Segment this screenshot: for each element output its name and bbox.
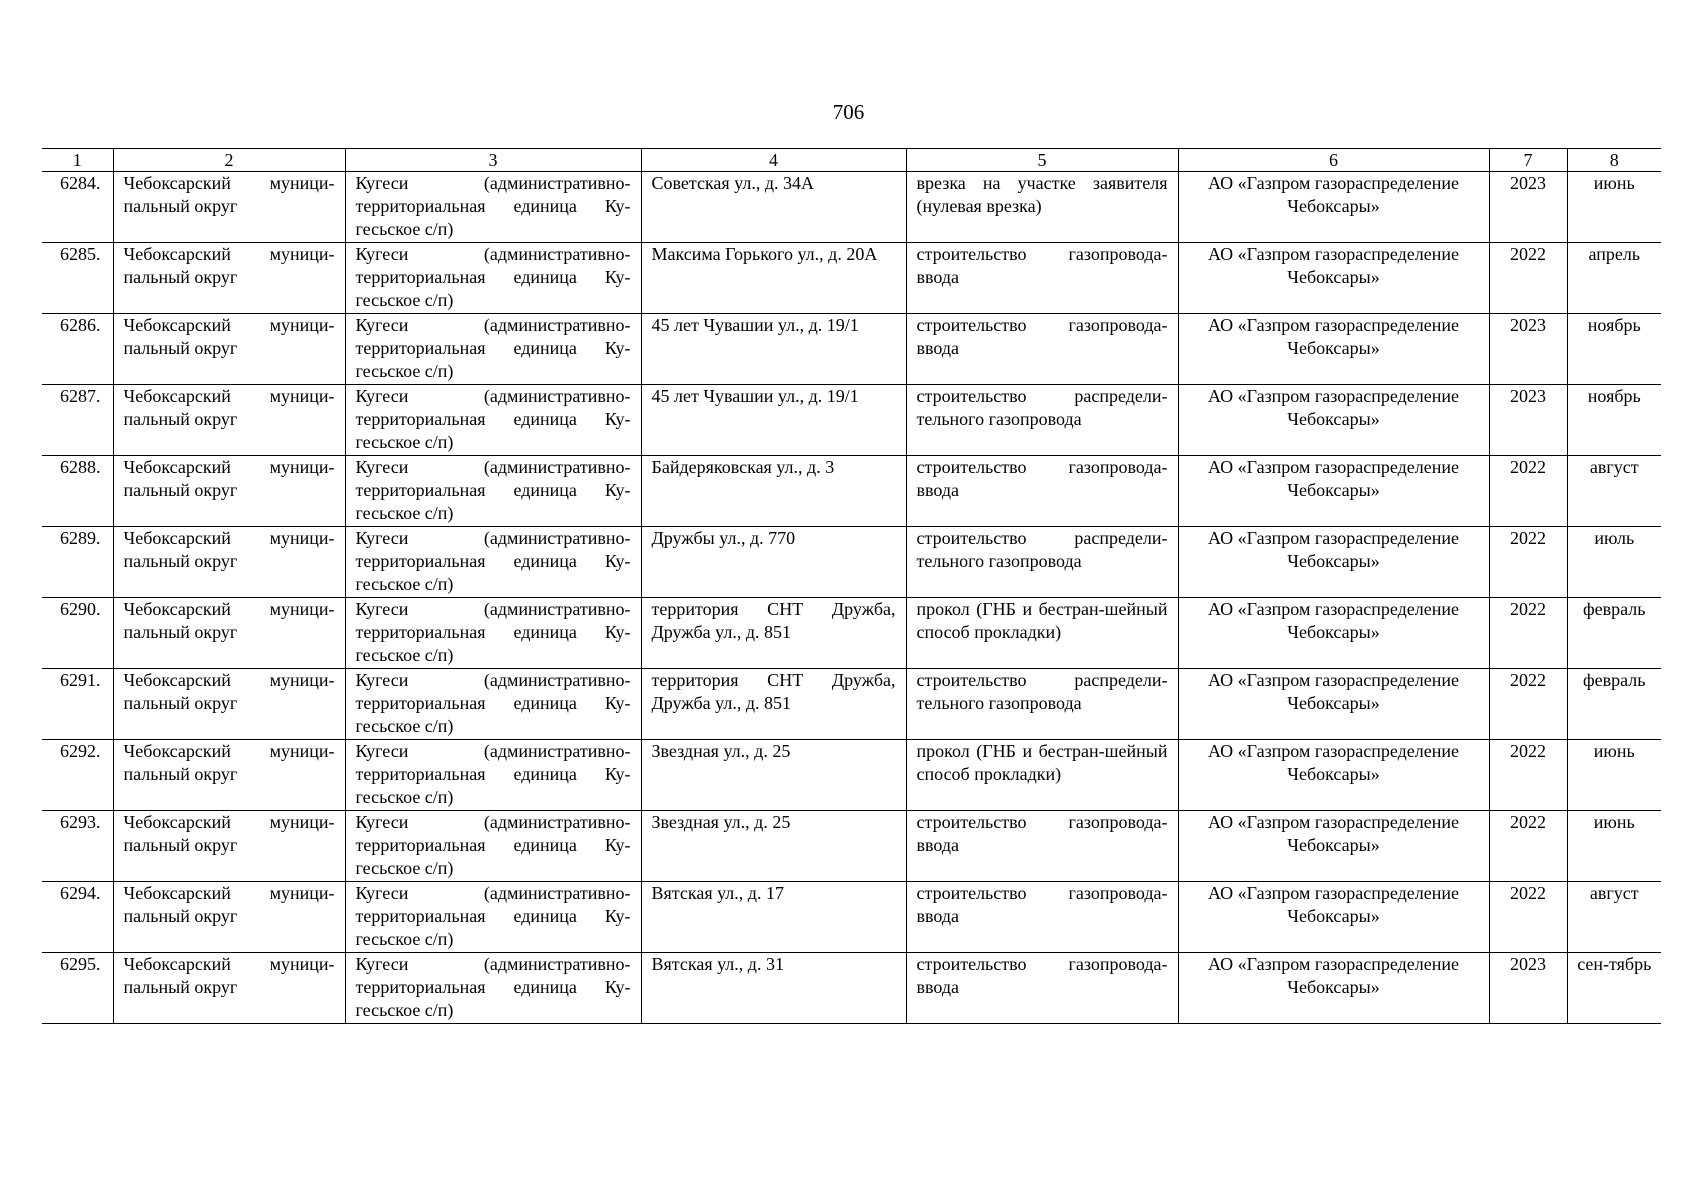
row-number-cell: 6288.	[42, 456, 113, 527]
month-cell: июнь	[1567, 811, 1661, 882]
organization-cell: АО «Газпром газораспределение Чебоксары»	[1178, 527, 1489, 598]
work-type-cell: строительство газопровода-ввода	[906, 243, 1178, 314]
organization-cell: АО «Газпром газораспределение Чебоксары»	[1178, 811, 1489, 882]
settlement-cell: Кугеси (административно-территориальная единица Ку-гесьское с/п)	[345, 314, 641, 385]
organization-cell: АО «Газпром газораспределение Чебоксары»	[1178, 740, 1489, 811]
column-header: 8	[1567, 149, 1661, 172]
year-cell: 2023	[1489, 172, 1567, 243]
work-type-cell: строительство газопровода-ввода	[906, 953, 1178, 1024]
table-row	[42, 953, 1661, 1024]
table-row	[42, 385, 1661, 456]
table-row	[42, 243, 1661, 314]
row-number-cell: 6286.	[42, 314, 113, 385]
column-header: 4	[641, 149, 906, 172]
table-row	[42, 598, 1661, 669]
table-row	[42, 172, 1661, 243]
address-cell: Вятская ул., д. 17	[641, 882, 906, 953]
work-type-cell: строительство газопровода-ввода	[906, 882, 1178, 953]
table-header	[42, 149, 1661, 172]
year-cell: 2023	[1489, 314, 1567, 385]
month-cell: июнь	[1567, 172, 1661, 243]
month-cell: февраль	[1567, 669, 1661, 740]
row-number-cell: 6294.	[42, 882, 113, 953]
district-cell: Чебоксарский муници-пальный округ	[113, 314, 345, 385]
year-cell: 2022	[1489, 527, 1567, 598]
row-number-cell: 6295.	[42, 953, 113, 1024]
organization-cell: АО «Газпром газораспределение Чебоксары»	[1178, 172, 1489, 243]
row-number-cell: 6293.	[42, 811, 113, 882]
month-cell: июль	[1567, 527, 1661, 598]
address-cell: 45 лет Чувашии ул., д. 19/1	[641, 385, 906, 456]
district-cell: Чебоксарский муници-пальный округ	[113, 172, 345, 243]
work-type-cell: строительство распредели-тельного газопровода	[906, 385, 1178, 456]
column-number-row	[42, 149, 1661, 172]
address-cell: Максима Горького ул., д. 20А	[641, 243, 906, 314]
work-type-cell: прокол (ГНБ и бестран-шейный способ прокладки)	[906, 598, 1178, 669]
settlement-cell: Кугеси (административно-территориальная единица Ку-гесьское с/п)	[345, 172, 641, 243]
year-cell: 2022	[1489, 598, 1567, 669]
year-cell: 2022	[1489, 740, 1567, 811]
month-cell: сен-тябрь	[1567, 953, 1661, 1024]
settlement-cell: Кугеси (административно-территориальная единица Ку-гесьское с/п)	[345, 527, 641, 598]
work-type-cell: строительство распредели-тельного газопровода	[906, 527, 1178, 598]
table-row	[42, 882, 1661, 953]
year-cell: 2022	[1489, 456, 1567, 527]
organization-cell: АО «Газпром газораспределение Чебоксары»	[1178, 882, 1489, 953]
column-header: 6	[1178, 149, 1489, 172]
row-number-cell: 6291.	[42, 669, 113, 740]
district-cell: Чебоксарский муници-пальный округ	[113, 527, 345, 598]
month-cell: февраль	[1567, 598, 1661, 669]
year-cell: 2022	[1489, 243, 1567, 314]
district-cell: Чебоксарский муници-пальный округ	[113, 456, 345, 527]
settlement-cell: Кугеси (административно-территориальная единица Ку-гесьское с/п)	[345, 385, 641, 456]
address-cell: Вятская ул., д. 31	[641, 953, 906, 1024]
work-type-cell: строительство газопровода-ввода	[906, 314, 1178, 385]
organization-cell: АО «Газпром газораспределение Чебоксары»	[1178, 669, 1489, 740]
table-row	[42, 811, 1661, 882]
organization-cell: АО «Газпром газораспределение Чебоксары»	[1178, 598, 1489, 669]
month-cell: август	[1567, 456, 1661, 527]
address-cell: Советская ул., д. 34А	[641, 172, 906, 243]
month-cell: август	[1567, 882, 1661, 953]
work-type-cell: прокол (ГНБ и бестран-шейный способ прокладки)	[906, 740, 1178, 811]
table-row	[42, 669, 1661, 740]
address-cell: территория СНТ Дружба, Дружба ул., д. 851	[641, 598, 906, 669]
organization-cell: АО «Газпром газораспределение Чебоксары»	[1178, 243, 1489, 314]
month-cell: июнь	[1567, 740, 1661, 811]
settlement-cell: Кугеси (административно-территориальная единица Ку-гесьское с/п)	[345, 669, 641, 740]
year-cell: 2023	[1489, 385, 1567, 456]
address-cell: Звездная ул., д. 25	[641, 740, 906, 811]
year-cell: 2022	[1489, 882, 1567, 953]
settlement-cell: Кугеси (административно-территориальная единица Ку-гесьское с/п)	[345, 598, 641, 669]
column-header: 1	[42, 149, 113, 172]
district-cell: Чебоксарский муници-пальный округ	[113, 243, 345, 314]
row-number-cell: 6285.	[42, 243, 113, 314]
settlement-cell: Кугеси (административно-территориальная единица Ку-гесьское с/п)	[345, 811, 641, 882]
page-number: 706	[832, 100, 865, 124]
organization-cell: АО «Газпром газораспределение Чебоксары»	[1178, 314, 1489, 385]
gas-connection-table	[42, 148, 1661, 1024]
settlement-cell: Кугеси (административно-территориальная единица Ку-гесьское с/п)	[345, 243, 641, 314]
column-header: 5	[906, 149, 1178, 172]
month-cell: ноябрь	[1567, 385, 1661, 456]
district-cell: Чебоксарский муници-пальный округ	[113, 385, 345, 456]
district-cell: Чебоксарский муници-пальный округ	[113, 882, 345, 953]
year-cell: 2022	[1489, 669, 1567, 740]
row-number-cell: 6289.	[42, 527, 113, 598]
settlement-cell: Кугеси (административно-территориальная единица Ку-гесьское с/п)	[345, 882, 641, 953]
table-row	[42, 456, 1661, 527]
table-body	[42, 172, 1661, 1024]
row-number-cell: 6290.	[42, 598, 113, 669]
address-cell: 45 лет Чувашии ул., д. 19/1	[641, 314, 906, 385]
district-cell: Чебоксарский муници-пальный округ	[113, 669, 345, 740]
work-type-cell: строительство газопровода-ввода	[906, 811, 1178, 882]
district-cell: Чебоксарский муници-пальный округ	[113, 740, 345, 811]
row-number-cell: 6287.	[42, 385, 113, 456]
table-row	[42, 740, 1661, 811]
column-header: 3	[345, 149, 641, 172]
organization-cell: АО «Газпром газораспределение Чебоксары»	[1178, 456, 1489, 527]
address-cell: Дружбы ул., д. 770	[641, 527, 906, 598]
address-cell: Звездная ул., д. 25	[641, 811, 906, 882]
column-header: 2	[113, 149, 345, 172]
settlement-cell: Кугеси (административно-территориальная единица Ку-гесьское с/п)	[345, 456, 641, 527]
district-cell: Чебоксарский муници-пальный округ	[113, 811, 345, 882]
table-row	[42, 527, 1661, 598]
organization-cell: АО «Газпром газораспределение Чебоксары»	[1178, 953, 1489, 1024]
district-cell: Чебоксарский муници-пальный округ	[113, 953, 345, 1024]
work-type-cell: врезка на участке заявителя (нулевая врезка)	[906, 172, 1178, 243]
month-cell: ноябрь	[1567, 314, 1661, 385]
row-number-cell: 6292.	[42, 740, 113, 811]
row-number-cell: 6284.	[42, 172, 113, 243]
year-cell: 2022	[1489, 811, 1567, 882]
organization-cell: АО «Газпром газораспределение Чебоксары»	[1178, 385, 1489, 456]
settlement-cell: Кугеси (административно-территориальная единица Ку-гесьское с/п)	[345, 953, 641, 1024]
settlement-cell: Кугеси (административно-территориальная единица Ку-гесьское с/п)	[345, 740, 641, 811]
address-cell: Байдеряковская ул., д. 3	[641, 456, 906, 527]
work-type-cell: строительство газопровода-ввода	[906, 456, 1178, 527]
year-cell: 2023	[1489, 953, 1567, 1024]
table-row	[42, 314, 1661, 385]
work-type-cell: строительство распредели-тельного газопровода	[906, 669, 1178, 740]
district-cell: Чебоксарский муници-пальный округ	[113, 598, 345, 669]
month-cell: апрель	[1567, 243, 1661, 314]
address-cell: территория СНТ Дружба, Дружба ул., д. 851	[641, 669, 906, 740]
column-header: 7	[1489, 149, 1567, 172]
